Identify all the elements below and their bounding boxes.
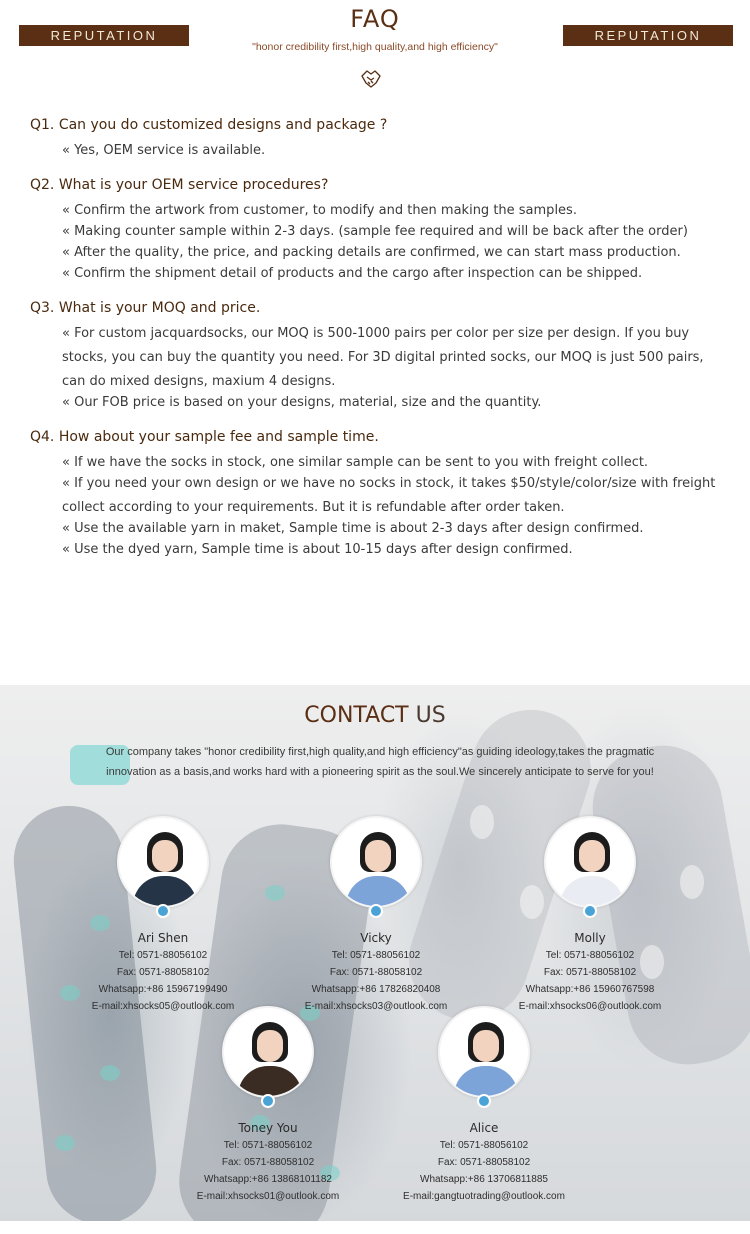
badge-icon xyxy=(261,1094,275,1108)
contact-email[interactable]: E-mail:xhsocks03@outlook.com xyxy=(304,1001,448,1012)
faq-answer: « Confirm the shipment detail of products and the cargo after inspection can be shipped. xyxy=(62,266,643,281)
contact-fax: Fax: 0571-88058102 xyxy=(221,1157,315,1168)
contact-card-vicky xyxy=(271,816,481,1014)
contact-card-molly xyxy=(485,816,695,1014)
contact-email[interactable]: E-mail:xhsocks06@outlook.com xyxy=(518,1001,662,1012)
faq-answer: « If we have the socks in stock, one similar sample can be sent to you with freight collect. xyxy=(62,455,649,470)
contact-tel: Tel: 0571-88056102 xyxy=(118,950,208,961)
contact-tel: Tel: 0571-88056102 xyxy=(223,1140,313,1151)
badge-icon xyxy=(156,904,170,918)
faq-question: Q3. What is your MOQ and price. xyxy=(30,300,261,316)
faq-answer: « Use the dyed yarn, Sample time is about 10-15 days after design confirmed. xyxy=(62,542,573,557)
handshake-icon xyxy=(358,66,384,92)
faq-item-q2 xyxy=(30,174,730,286)
faq-answer: « For custom jacquardsocks, our MOQ is 500-1000 pairs per color per size per design. If you buy stocks, you can buy the quantity you need. For 3D digital printed socks, our MOQ is just 500 pairs, can do mixed designs, maxium 4 designs. xyxy=(62,326,704,389)
faq-answer: « Use the available yarn in maket, Sample time is about 2-3 days after design confirmed. xyxy=(62,521,644,536)
contact-whatsapp: Whatsapp:+86 17826820408 xyxy=(311,984,441,995)
avatar xyxy=(544,816,636,908)
contact-fax: Fax: 0571-88058102 xyxy=(543,967,637,978)
faq-item-q3 xyxy=(30,297,730,415)
faq-list xyxy=(30,114,730,573)
contact-whatsapp: Whatsapp:+86 13706811885 xyxy=(420,1174,548,1185)
contact-name: Vicky xyxy=(360,931,392,945)
contact-card-alice xyxy=(379,1006,589,1204)
contact-section xyxy=(0,685,750,1221)
contact-fax: Fax: 0571-88058102 xyxy=(116,967,210,978)
badge-icon xyxy=(369,904,383,918)
contact-fax: Fax: 0571-88058102 xyxy=(437,1157,531,1168)
faq-answer: « Our FOB price is based on your designs, material, size and the quantity. xyxy=(62,395,542,410)
contact-title-accent: US xyxy=(408,703,446,728)
polka-dot xyxy=(100,1065,120,1081)
faq-question: Q2. What is your OEM service procedures? xyxy=(30,177,329,193)
faq-item-q4 xyxy=(30,426,730,562)
contact-name: Alice xyxy=(469,1121,499,1135)
contact-tel: Tel: 0571-88056102 xyxy=(331,950,421,961)
contact-email[interactable]: E-mail:xhsocks01@outlook.com xyxy=(196,1191,340,1202)
contact-email[interactable]: E-mail:xhsocks05@outlook.com xyxy=(91,1001,235,1012)
avatar xyxy=(330,816,422,908)
contact-tel: Tel: 0571-88056102 xyxy=(545,950,635,961)
faq-answer: « Yes, OEM service is available. xyxy=(62,143,266,158)
contact-fax: Fax: 0571-88058102 xyxy=(329,967,423,978)
faq-item-q1 xyxy=(30,114,730,163)
contact-tel: Tel: 0571-88056102 xyxy=(439,1140,529,1151)
faq-answer: « If you need your own design or we have no socks in stock, it takes $50/style/color/size with freight collect according to your requirements. But it is refundable after order taken. xyxy=(62,476,716,515)
contact-email[interactable]: E-mail:gangtuotrading@outlook.com xyxy=(403,1191,565,1202)
faq-subtitle: "honor credibility first,high quality,and high efficiency" xyxy=(252,41,498,53)
faq-title: FAQ xyxy=(350,5,400,33)
contact-name: Toney You xyxy=(238,1121,298,1135)
contact-card-ari-shen xyxy=(58,816,268,1014)
contact-title-main: CONTACT xyxy=(304,703,409,728)
badge-icon xyxy=(477,1094,491,1108)
faq-answer: « Confirm the artwork from customer, to modify and then making the samples. xyxy=(62,203,577,218)
faq-answer: « Making counter sample within 2-3 days. (sample fee required and will be back after the order) xyxy=(62,224,688,239)
contact-card-toney-you xyxy=(163,1006,373,1204)
reputation-badge-left: REPUTATION xyxy=(19,25,189,46)
badge-icon xyxy=(583,904,597,918)
contact-whatsapp: Whatsapp:+86 13868101182 xyxy=(204,1174,332,1185)
polka-dot xyxy=(55,1135,75,1151)
contact-intro: Our company takes "honor credibility first,high quality,and high efficiency"as guiding ideology,takes the pragmatic innovation as a basis,and works hard with a pioneering spirit as the soul.We sincerely anticipate to serve for you! xyxy=(105,746,655,778)
contact-title xyxy=(0,703,750,728)
contact-name: Molly xyxy=(574,931,606,945)
avatar xyxy=(438,1006,530,1098)
contact-whatsapp: Whatsapp:+86 15967199490 xyxy=(98,984,228,995)
faq-answer: « After the quality, the price, and packing details are confirmed, we can start mass production. xyxy=(62,245,681,260)
faq-question: Q4. How about your sample fee and sample time. xyxy=(30,429,379,445)
avatar xyxy=(222,1006,314,1098)
contact-name: Ari Shen xyxy=(137,931,189,945)
faq-question: Q1. Can you do customized designs and package ? xyxy=(30,117,388,133)
avatar xyxy=(117,816,209,908)
reputation-badge-right: REPUTATION xyxy=(563,25,733,46)
contact-whatsapp: Whatsapp:+86 15960767598 xyxy=(525,984,655,995)
